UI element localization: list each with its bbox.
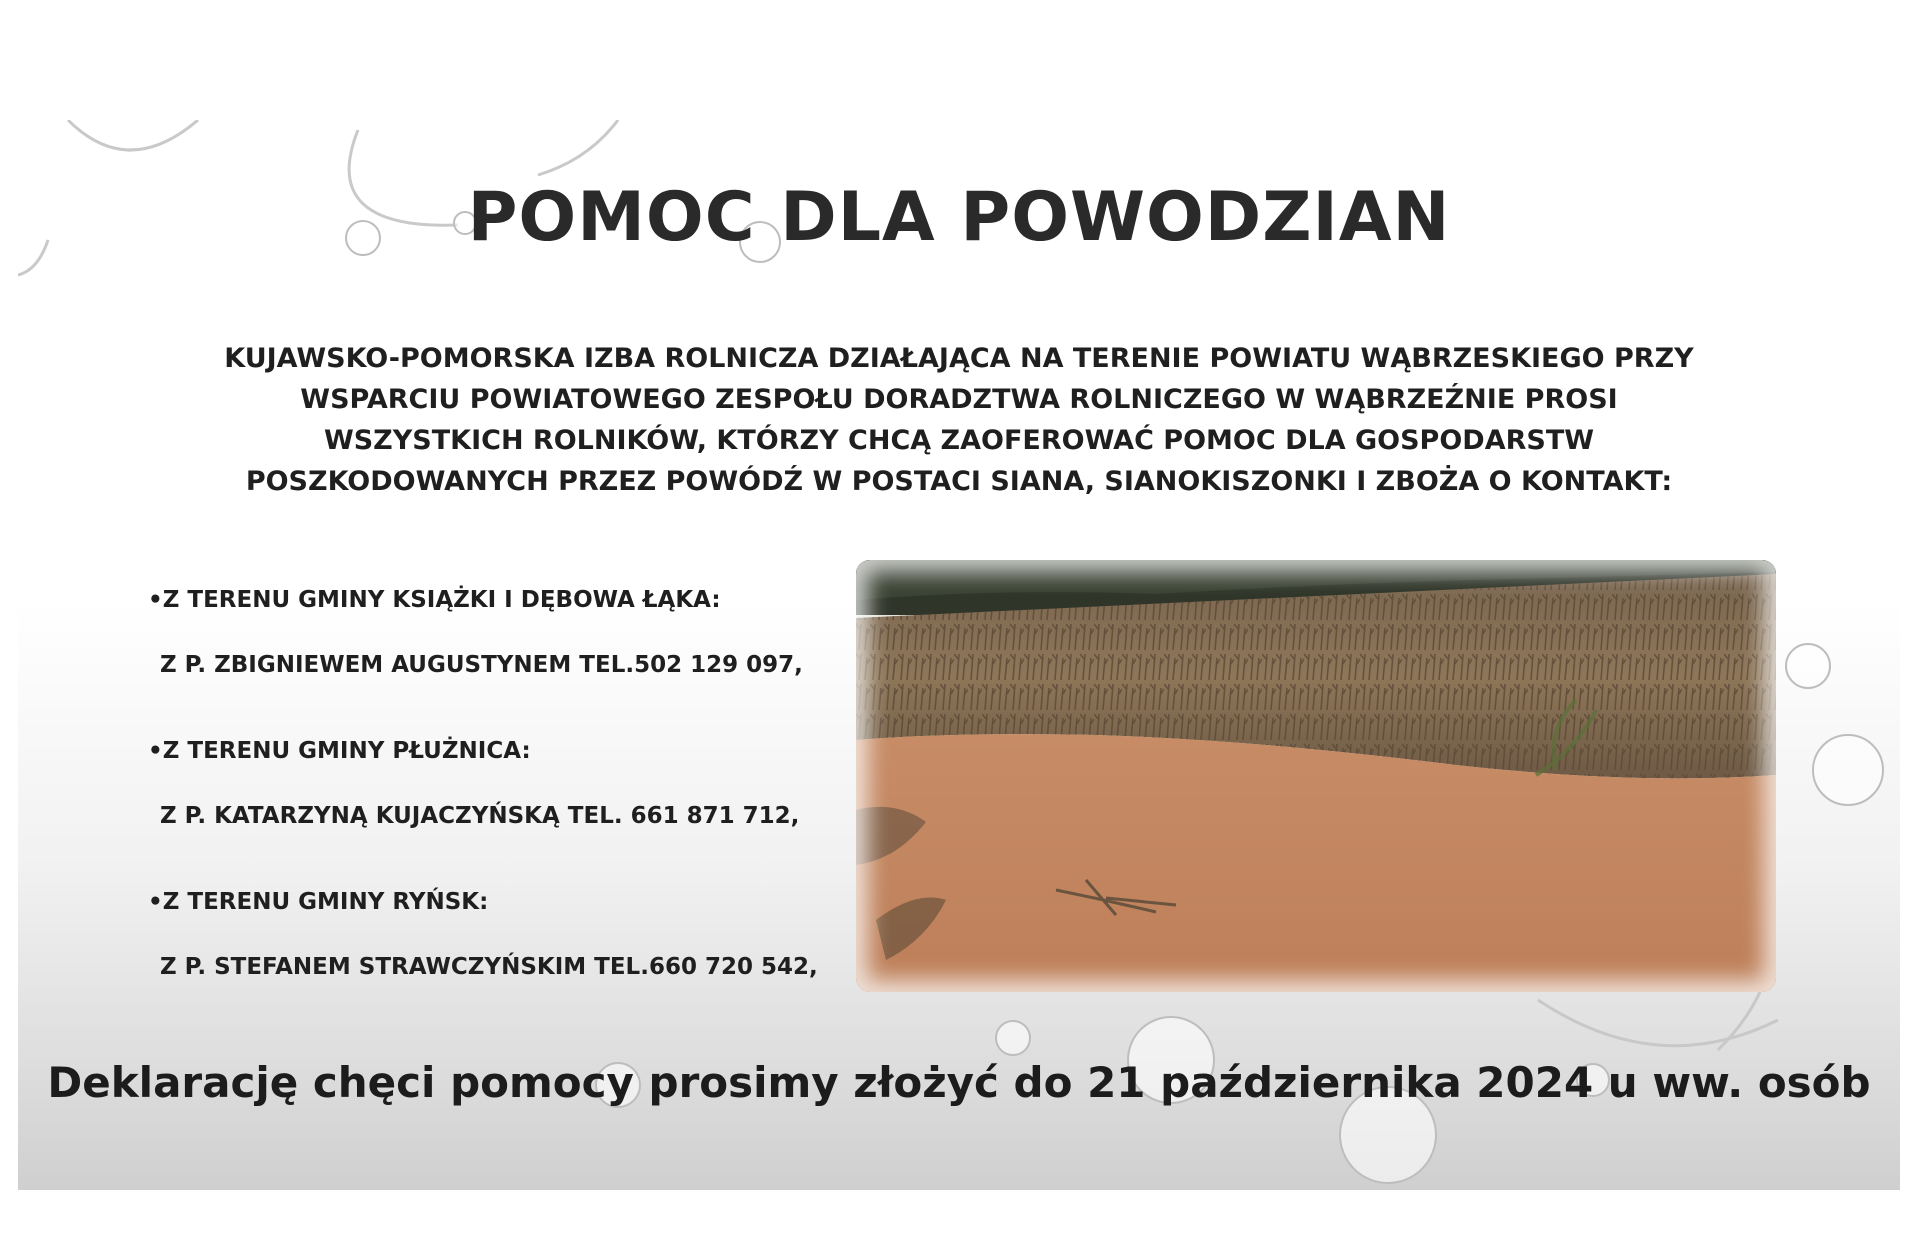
flooded-field-photo xyxy=(856,560,1776,992)
footer-deadline: Deklarację chęci pomocy prosimy złożyć do 21 października 2024 u ww. osób xyxy=(47,1058,1871,1107)
contact-area: •Z TERENU GMINY KSIĄŻKI I DĘBOWA ŁĄKA: xyxy=(148,587,721,613)
flyer-slide xyxy=(18,120,1900,1190)
intro-line: POSZKODOWANYCH PRZEZ POWÓDŹ W POSTACI SIANA, SIANOKISZONKI I ZBOŻA O KONTAKT: xyxy=(245,466,1673,497)
contact-person: Z P. STEFANEM STRAWCZYŃSKIM TEL.660 720 542, xyxy=(160,954,818,980)
intro-text xyxy=(148,338,1770,502)
contact-item xyxy=(148,731,848,836)
contact-person: Z P. ZBIGNIEWEM AUGUSTYNEM TEL.502 129 097, xyxy=(160,652,803,678)
intro-line: KUJAWSKO-POMORSKA IZBA ROLNICZA DZIAŁAJĄCA NA TERENIE POWIATU WĄBRZESKIEGO PRZY xyxy=(224,343,1694,374)
contact-area: •Z TERENU GMINY PŁUŻNICA: xyxy=(148,738,531,764)
page-title: POMOC DLA POWODZIAN xyxy=(467,178,1451,257)
flooded-field-image xyxy=(856,560,1776,992)
contact-area: •Z TERENU GMINY RYŃSK: xyxy=(148,889,489,915)
contact-person: Z P. KATARZYNĄ KUJACZYŃSKĄ TEL. 661 871 712, xyxy=(160,803,800,829)
intro-line: WSPARCIU POWIATOWEGO ZESPOŁU DORADZTWA ROLNICZEGO W WĄBRZEŹNIE PROSI xyxy=(300,384,1618,415)
contact-list xyxy=(148,580,848,1033)
intro-line: WSZYSTKICH ROLNIKÓW, KTÓRZY CHCĄ ZAOFEROWAĆ POMOC DLA GOSPODARSTW xyxy=(323,425,1595,456)
contact-item xyxy=(148,580,848,685)
contact-item xyxy=(148,882,848,987)
